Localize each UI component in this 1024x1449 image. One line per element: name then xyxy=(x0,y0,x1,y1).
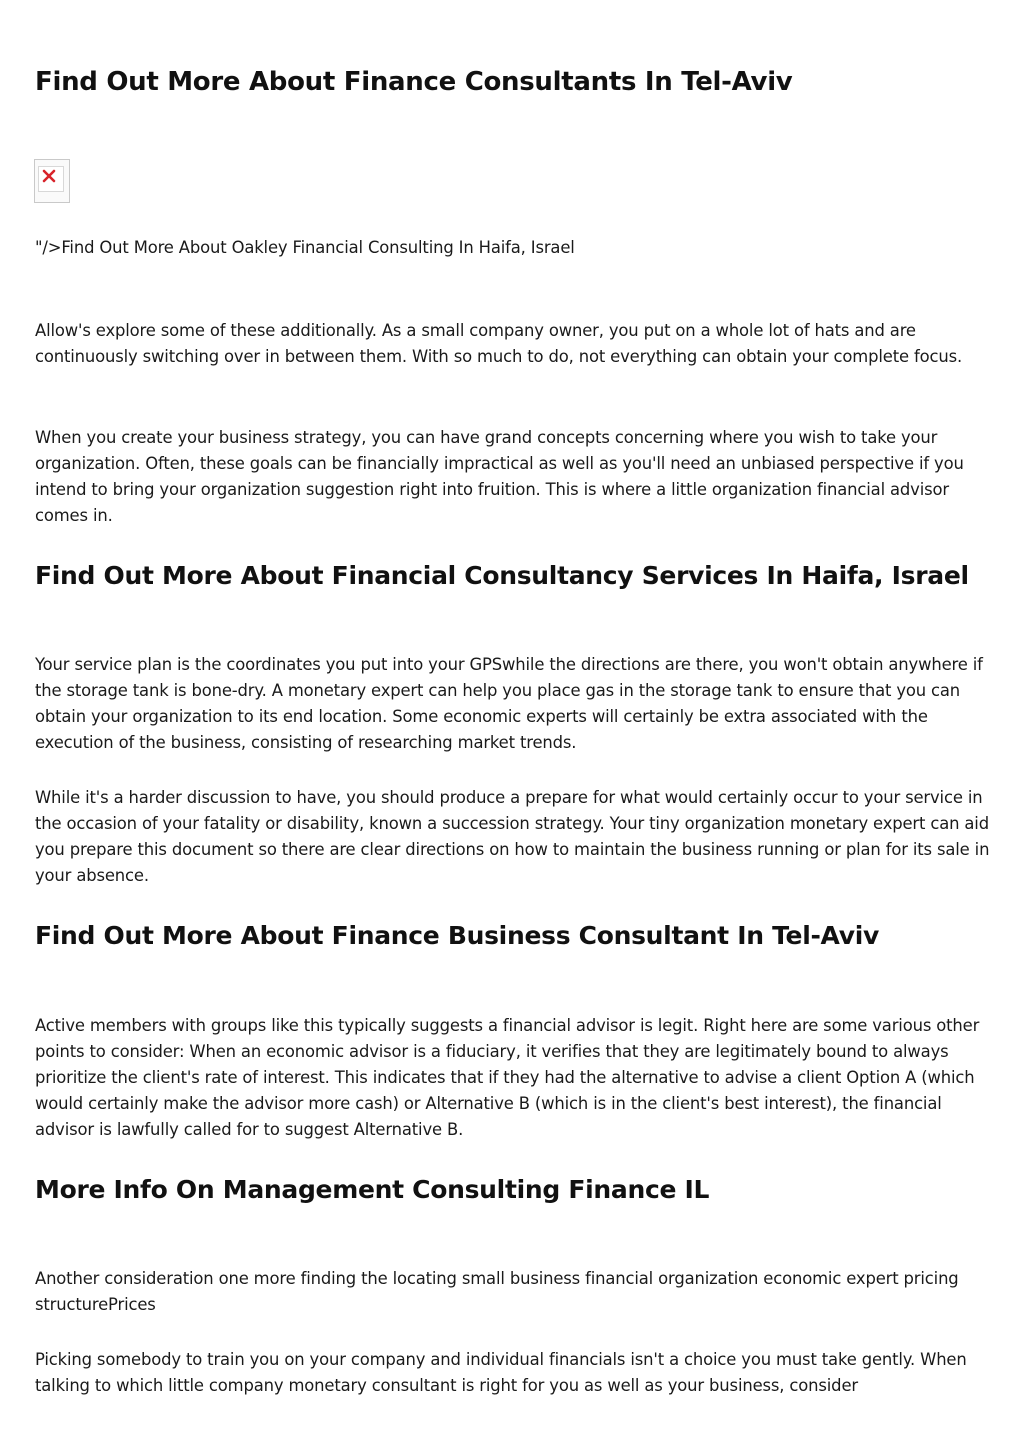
section-heading-2: Find Out More About Finance Business Consultant In Tel-Aviv xyxy=(35,921,879,950)
section-1-paragraph-1: Your service plan is the coordinates you put into your GPSwhile the directions are there, you won't obtain anywhere if the storage tank is bone-dry. A monetary expert can help you place gas in the storage tank to ensure that you can obtain your organization to its end location. Some economic experts will certainly be extra associated with the execution of the business, consisting of researching market trends. xyxy=(35,655,983,752)
section-3-paragraph-1: Another consideration one more finding the locating small business financial organization economic expert pricing structurePrices xyxy=(35,1269,959,1314)
broken-image-placeholder xyxy=(34,159,70,203)
page-title: Find Out More About Finance Consultants In Tel-Aviv xyxy=(35,67,793,97)
section-heading-3: More Info On Management Consulting Finance IL xyxy=(35,1175,710,1204)
section-1-paragraph-2: While it's a harder discussion to have, you should produce a prepare for what would certainly occur to your service in the occasion of your fatality or disability, known a succession strategy. Your tiny organization monetary expert can aid you prepare this document so there are clear directions on how to maintain the business running or plan for its sale in your absence. xyxy=(35,788,990,885)
intro-paragraph-1: Allow's explore some of these additionally. As a small company owner, you put on a whole lot of hats and are continuously switching over in between them. With so much to do, not everything can obtain your complete focus. xyxy=(35,321,963,366)
section-3-paragraph-2: Picking somebody to train you on your company and individual financials isn't a choice you must take gently. When talking to which little company monetary consultant is right for you as well as your business, consider xyxy=(35,1350,967,1395)
image-caption: "/>Find Out More About Oakley Financial Consulting In Haifa, Israel xyxy=(35,238,575,257)
intro-paragraph-2: When you create your business strategy, you can have grand concepts concerning where you wish to take your organization. Often, these goals can be financially impractical as well as you'll need an unbiased perspective if you intend to bring your organization suggestion right into fruition. This is where a little organization financial advisor comes in. xyxy=(35,428,964,525)
section-2-paragraph-1: Active members with groups like this typically suggests a financial advisor is legit. Right here are some various other points to consider: When an economic advisor is a fiduciary, it verifies that they are legitimately bound to always prioritize the client's rate of interest. This indicates that if they had the alternative to advise a client Option A (which would certainly make the advisor more cash) or Alternative B (which is in the client's best interest), the financial advisor is lawfully called for to suggest Alternative B. xyxy=(35,1016,980,1139)
section-heading-1: Find Out More About Financial Consultancy Services In Haifa, Israel xyxy=(35,561,969,590)
broken-image-icon xyxy=(39,166,59,186)
